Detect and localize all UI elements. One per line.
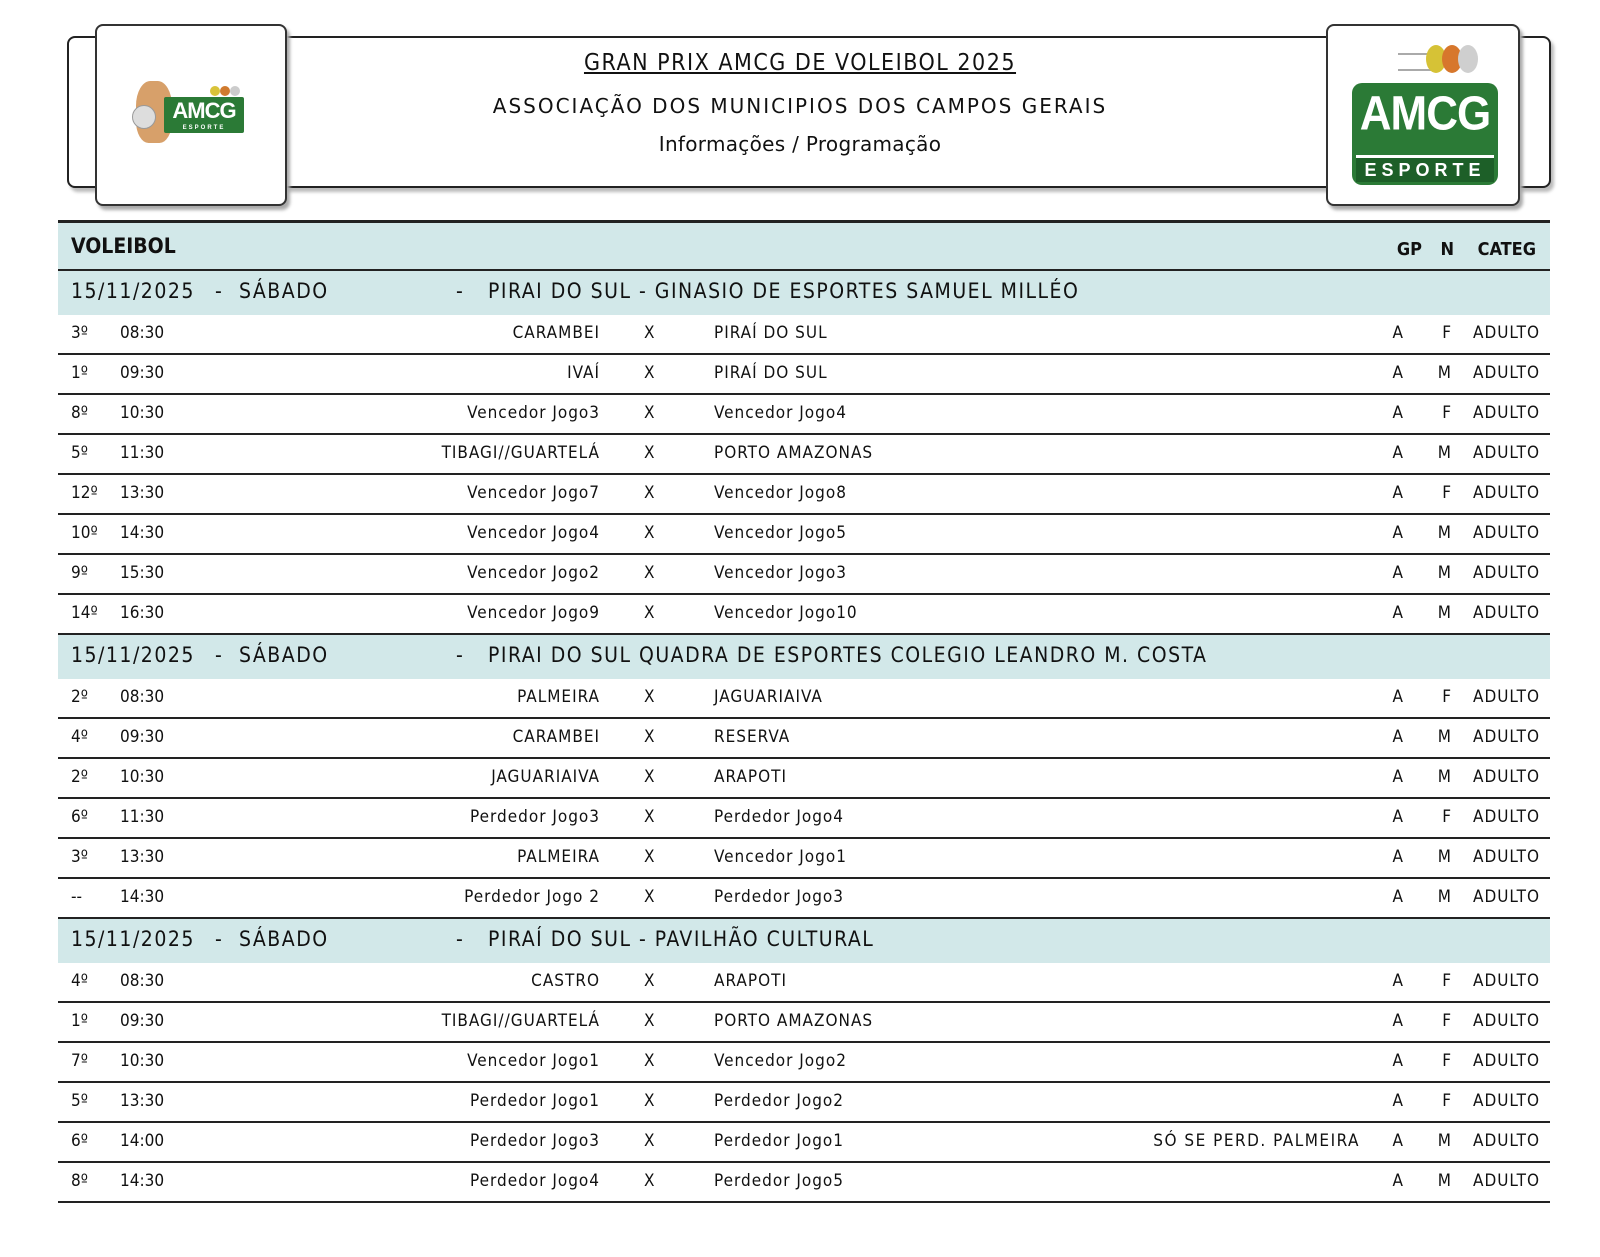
logo-right-box — [1326, 24, 1520, 206]
versus-mark: X — [644, 767, 655, 787]
gender: F — [1442, 971, 1451, 991]
game-note: SÓ SE PERD. PALMEIRA — [1153, 1131, 1360, 1151]
gender: F — [1442, 403, 1451, 423]
venue-name: PIRAÍ DO SUL - PAVILHÃO CULTURAL — [488, 927, 875, 951]
game-order: 5º — [71, 1091, 88, 1111]
category: ADULTO — [1473, 727, 1540, 747]
versus-mark: X — [644, 603, 655, 623]
versus-mark: X — [644, 443, 655, 463]
game-order: 10º — [71, 523, 98, 543]
logo-left-badge — [164, 97, 244, 133]
section-date: 15/11/2025 — [71, 279, 195, 303]
gender: F — [1442, 1051, 1451, 1071]
category: ADULTO — [1473, 1091, 1540, 1111]
game-row — [58, 839, 1550, 879]
gender: M — [1437, 563, 1451, 583]
away-team: PORTO AMAZONAS — [714, 443, 874, 463]
home-team: CARAMBEI — [512, 323, 600, 343]
game-row — [58, 1043, 1550, 1083]
category: ADULTO — [1473, 523, 1540, 543]
group: A — [1392, 1171, 1403, 1191]
section-day: SÁBADO — [239, 279, 329, 303]
schedule-table — [58, 220, 1550, 1203]
game-time: 14:30 — [120, 523, 165, 543]
game-order: 1º — [71, 1011, 88, 1031]
category: ADULTO — [1473, 1051, 1540, 1071]
category: ADULTO — [1473, 807, 1540, 827]
game-row — [58, 963, 1550, 1003]
game-order: 8º — [71, 403, 88, 423]
col-header-gp: GP — [1396, 239, 1422, 260]
versus-mark: X — [644, 807, 655, 827]
separator: - — [215, 927, 224, 951]
category: ADULTO — [1473, 1131, 1540, 1151]
game-time: 10:30 — [120, 403, 165, 423]
separator: - — [456, 279, 465, 303]
game-time: 10:30 — [120, 1051, 165, 1071]
gender: M — [1437, 727, 1451, 747]
game-time: 11:30 — [120, 807, 165, 827]
venue-header — [58, 919, 1550, 963]
group: A — [1392, 727, 1403, 747]
category: ADULTO — [1473, 603, 1540, 623]
category: ADULTO — [1473, 403, 1540, 423]
category: ADULTO — [1473, 971, 1540, 991]
game-order: 8º — [71, 1171, 88, 1191]
balls-icon — [210, 81, 240, 93]
versus-mark: X — [644, 323, 655, 343]
venue-header — [58, 271, 1550, 315]
game-order: -- — [71, 887, 83, 907]
game-row — [58, 555, 1550, 595]
category: ADULTO — [1473, 483, 1540, 503]
separator: - — [215, 279, 224, 303]
balls-icon — [1430, 45, 1478, 77]
versus-mark: X — [644, 1091, 655, 1111]
away-team: Perdedor Jogo2 — [714, 1091, 845, 1111]
sport-label: VOLEIBOL — [71, 234, 176, 258]
home-team: CARAMBEI — [512, 727, 600, 747]
gender: M — [1437, 1171, 1451, 1191]
gender: F — [1442, 807, 1451, 827]
group: A — [1392, 1011, 1403, 1031]
game-order: 14º — [71, 603, 98, 623]
versus-mark: X — [644, 727, 655, 747]
game-order: 12º — [71, 483, 98, 503]
section-date: 15/11/2025 — [71, 643, 195, 667]
game-row — [58, 435, 1550, 475]
table-header — [58, 220, 1550, 271]
versus-mark: X — [644, 1171, 655, 1191]
game-time: 13:30 — [120, 847, 165, 867]
home-team: Perdedor Jogo4 — [469, 1171, 600, 1191]
home-team: Vencedor Jogo4 — [467, 523, 600, 543]
category: ADULTO — [1473, 887, 1540, 907]
section-date: 15/11/2025 — [71, 927, 195, 951]
gender: M — [1437, 443, 1451, 463]
group: A — [1392, 443, 1403, 463]
game-time: 14:30 — [120, 1171, 165, 1191]
group: A — [1392, 563, 1403, 583]
game-order: 6º — [71, 807, 88, 827]
game-order: 9º — [71, 563, 88, 583]
category: ADULTO — [1473, 443, 1540, 463]
group: A — [1392, 1131, 1403, 1151]
versus-mark: X — [644, 483, 655, 503]
game-row — [58, 799, 1550, 839]
versus-mark: X — [644, 971, 655, 991]
gender: M — [1437, 1131, 1451, 1151]
home-team: TIBAGI//GUARTELÁ — [441, 443, 600, 463]
game-row — [58, 595, 1550, 635]
group: A — [1392, 767, 1403, 787]
game-order: 4º — [71, 971, 88, 991]
away-team: Perdedor Jogo1 — [714, 1131, 845, 1151]
group: A — [1392, 807, 1403, 827]
away-team: Vencedor Jogo10 — [714, 603, 858, 623]
away-team: ARAPOTI — [714, 971, 787, 991]
game-row — [58, 1163, 1550, 1203]
gender: M — [1437, 847, 1451, 867]
logo-left-box — [95, 24, 287, 206]
game-time: 13:30 — [120, 483, 165, 503]
away-team: ARAPOTI — [714, 767, 787, 787]
versus-mark: X — [644, 847, 655, 867]
association-name: ASSOCIAÇÃO DOS MUNICIPIOS DOS CAMPOS GERAIS — [492, 94, 1108, 118]
home-team: Vencedor Jogo3 — [467, 403, 600, 423]
game-time: 13:30 — [120, 1091, 165, 1111]
game-order: 7º — [71, 1051, 88, 1071]
game-order: 2º — [71, 767, 88, 787]
gender: M — [1437, 523, 1451, 543]
away-team: PORTO AMAZONAS — [714, 1011, 874, 1031]
game-time: 09:30 — [120, 363, 165, 383]
category: ADULTO — [1473, 323, 1540, 343]
game-time: 09:30 — [120, 727, 165, 747]
group: A — [1392, 523, 1403, 543]
category: ADULTO — [1473, 1171, 1540, 1191]
logo-right-text: AMCG — [1359, 86, 1491, 141]
versus-mark: X — [644, 563, 655, 583]
group: A — [1392, 847, 1403, 867]
versus-mark: X — [644, 687, 655, 707]
game-time: 11:30 — [120, 443, 165, 463]
game-time: 09:30 — [120, 1011, 165, 1031]
game-row — [58, 355, 1550, 395]
category: ADULTO — [1473, 687, 1540, 707]
away-team: Vencedor Jogo2 — [714, 1051, 847, 1071]
game-order: 2º — [71, 687, 88, 707]
game-order: 3º — [71, 323, 88, 343]
document-title: GRAN PRIX AMCG DE VOLEIBOL 2025 — [583, 50, 1017, 76]
group: A — [1392, 687, 1403, 707]
venue-name: PIRAI DO SUL - GINASIO DE ESPORTES SAMUEL MILLÉO — [488, 279, 1080, 303]
amcg-esporte-logo-icon — [1348, 45, 1498, 185]
game-order: 5º — [71, 443, 88, 463]
game-time: 10:30 — [120, 767, 165, 787]
venue-header — [58, 635, 1550, 679]
home-team: Perdedor Jogo1 — [469, 1091, 600, 1111]
gender: M — [1437, 767, 1451, 787]
amcg-mascot-logo-icon — [136, 75, 246, 155]
col-header-categ: CATEG — [1477, 239, 1536, 260]
logo-left-text: AMCG — [172, 98, 236, 123]
home-team: PALMEIRA — [517, 687, 600, 707]
category: ADULTO — [1473, 767, 1540, 787]
group: A — [1392, 603, 1403, 623]
gender: F — [1442, 1091, 1451, 1111]
separator: - — [456, 643, 465, 667]
away-team: Vencedor Jogo5 — [714, 523, 847, 543]
logo-right-subtext: ESPORTE — [1356, 155, 1494, 182]
game-order: 6º — [71, 1131, 88, 1151]
game-time: 16:30 — [120, 603, 165, 623]
separator: - — [456, 927, 465, 951]
game-order: 3º — [71, 847, 88, 867]
category: ADULTO — [1473, 363, 1540, 383]
group: A — [1392, 1091, 1403, 1111]
away-team: Vencedor Jogo1 — [714, 847, 847, 867]
category: ADULTO — [1473, 563, 1540, 583]
versus-mark: X — [644, 403, 655, 423]
separator: - — [215, 643, 224, 667]
game-row — [58, 679, 1550, 719]
game-row — [58, 1083, 1550, 1123]
versus-mark: X — [644, 1011, 655, 1031]
versus-mark: X — [644, 887, 655, 907]
gender: F — [1442, 687, 1451, 707]
home-team: PALMEIRA — [517, 847, 600, 867]
game-order: 1º — [71, 363, 88, 383]
game-row — [58, 879, 1550, 919]
section-day: SÁBADO — [239, 643, 329, 667]
game-row — [58, 395, 1550, 435]
home-team: IVAÍ — [567, 363, 600, 383]
away-team: Vencedor Jogo8 — [714, 483, 847, 503]
away-team: Perdedor Jogo5 — [714, 1171, 845, 1191]
sections — [58, 271, 1550, 1203]
col-header-n: N — [1440, 239, 1454, 260]
game-row — [58, 719, 1550, 759]
title-block — [300, 36, 1300, 156]
game-row — [58, 1003, 1550, 1043]
home-team: Vencedor Jogo1 — [467, 1051, 600, 1071]
info-subtitle: Informações / Programação — [658, 132, 942, 156]
away-team: Perdedor Jogo3 — [714, 887, 845, 907]
logo-left-subtext: ESPORTE — [182, 125, 226, 131]
game-time: 08:30 — [120, 971, 165, 991]
home-team: CASTRO — [531, 971, 600, 991]
gender: M — [1437, 887, 1451, 907]
away-team: PIRAÍ DO SUL — [714, 323, 828, 343]
gender: M — [1437, 603, 1451, 623]
game-row — [58, 515, 1550, 555]
versus-mark: X — [644, 1131, 655, 1151]
game-time: 08:30 — [120, 687, 165, 707]
gender: M — [1437, 363, 1451, 383]
group: A — [1392, 1051, 1403, 1071]
away-team: RESERVA — [714, 727, 791, 747]
away-team: PIRAÍ DO SUL — [714, 363, 828, 383]
game-time: 14:30 — [120, 887, 165, 907]
group: A — [1392, 971, 1403, 991]
section-day: SÁBADO — [239, 927, 329, 951]
group: A — [1392, 363, 1403, 383]
home-team: Perdedor Jogo3 — [469, 807, 600, 827]
category: ADULTO — [1473, 1011, 1540, 1031]
group: A — [1392, 483, 1403, 503]
volleyball-icon — [132, 105, 156, 129]
game-row — [58, 315, 1550, 355]
away-team: Vencedor Jogo4 — [714, 403, 847, 423]
versus-mark: X — [644, 363, 655, 383]
game-order: 4º — [71, 727, 88, 747]
gender: F — [1442, 483, 1451, 503]
home-team: Vencedor Jogo7 — [467, 483, 600, 503]
game-row — [58, 475, 1550, 515]
home-team: TIBAGI//GUARTELÁ — [441, 1011, 600, 1031]
game-time: 08:30 — [120, 323, 165, 343]
gender: F — [1442, 323, 1451, 343]
game-row — [58, 759, 1550, 799]
game-time: 14:00 — [120, 1131, 165, 1151]
game-time: 15:30 — [120, 563, 165, 583]
venue-name: PIRAI DO SUL QUADRA DE ESPORTES COLEGIO LEANDRO M. COSTA — [488, 643, 1208, 667]
versus-mark: X — [644, 1051, 655, 1071]
home-team: JAGUARIAIVA — [491, 767, 600, 787]
home-team: Perdedor Jogo 2 — [464, 887, 600, 907]
away-team: Vencedor Jogo3 — [714, 563, 847, 583]
gender: F — [1442, 1011, 1451, 1031]
group: A — [1392, 403, 1403, 423]
group: A — [1392, 323, 1403, 343]
game-row — [58, 1123, 1550, 1163]
home-team: Vencedor Jogo2 — [467, 563, 600, 583]
away-team: Perdedor Jogo4 — [714, 807, 845, 827]
home-team: Vencedor Jogo9 — [467, 603, 600, 623]
category: ADULTO — [1473, 847, 1540, 867]
home-team: Perdedor Jogo3 — [469, 1131, 600, 1151]
versus-mark: X — [644, 523, 655, 543]
away-team: JAGUARIAIVA — [714, 687, 823, 707]
group: A — [1392, 887, 1403, 907]
